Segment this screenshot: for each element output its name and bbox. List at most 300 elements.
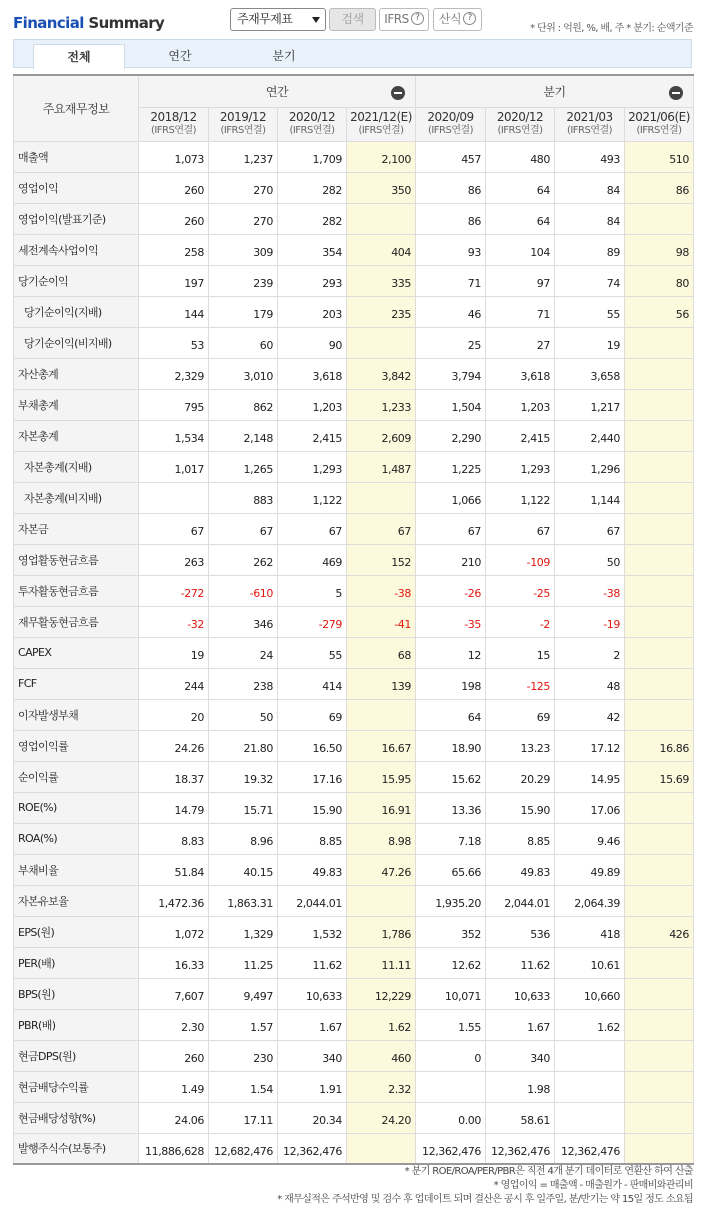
table-row [14,420,694,451]
table-cell: 10,071 [416,978,486,1009]
table-cell: 2,290 [416,420,486,451]
table-cell: 1,786 [347,916,416,947]
table-cell: 335 [347,265,416,296]
table-cell: 12,362,476 [416,1133,486,1164]
table-cell: 230 [209,1040,278,1071]
table-row [14,544,694,575]
table-cell: 50 [555,544,625,575]
table-cell: 10.61 [555,947,625,978]
period-label: 2020/12 [496,110,544,124]
table-cell: 67 [486,513,555,544]
row-label: 당기순이익(지배) [14,296,139,327]
table-row [14,978,694,1009]
formula-help-button[interactable] [433,8,482,31]
table-cell: 2,064.39 [555,885,625,916]
row-label: 세전계속사업이익 [14,234,139,265]
period-basis: (IFRS연결) [566,125,613,136]
table-cell: 2,440 [555,420,625,451]
annual-group-header [139,75,416,107]
table-cell: 346 [209,606,278,637]
table-cell: 64 [486,203,555,234]
table-cell: 536 [486,916,555,947]
table-cell: 262 [209,544,278,575]
table-cell: 19 [139,637,209,668]
table-cell: 1,293 [278,451,347,482]
search-button[interactable]: 검색 [329,8,376,31]
table-row [14,1133,694,1164]
table-cell: 12,362,476 [555,1133,625,1164]
table-cell: 21.80 [209,730,278,761]
table-cell: 17.11 [209,1102,278,1133]
period-header [555,107,625,141]
table-cell [625,1102,694,1133]
table-cell: 104 [486,234,555,265]
table-cell [347,1133,416,1164]
row-label: ROA(%) [14,823,139,854]
table-cell [625,358,694,389]
row-label: FCF [14,668,139,699]
row-label: PBR(배) [14,1009,139,1040]
period-header [486,107,555,141]
table-row [14,1009,694,1040]
table-cell: 16.50 [278,730,347,761]
table-row [14,916,694,947]
table-row [14,637,694,668]
table-row [14,575,694,606]
brand-summary: Summary [88,14,165,32]
table-row [14,141,694,172]
table-cell [625,792,694,823]
tab-all[interactable]: 전체 [33,44,125,69]
table-cell [625,389,694,420]
row-label: 당기순이익(비지배) [14,327,139,358]
table-cell: 469 [278,544,347,575]
table-cell: 0.00 [416,1102,486,1133]
brand-financial: Financial [13,14,84,32]
row-label: 재무활동현금흐름 [14,606,139,637]
table-cell: 457 [416,141,486,172]
table-cell: 1,203 [486,389,555,420]
table-cell: 340 [278,1040,347,1071]
table-cell: 18.37 [139,761,209,792]
table-cell [555,1102,625,1133]
table-row [14,761,694,792]
table-cell: 12,362,476 [486,1133,555,1164]
table-row [14,699,694,730]
table-cell: 24.06 [139,1102,209,1133]
table-row [14,172,694,203]
period-label: 2020/09 [427,110,474,124]
table-cell: 197 [139,265,209,296]
table-row [14,668,694,699]
table-cell: 238 [209,668,278,699]
table-cell: 795 [139,389,209,420]
table-cell [625,1071,694,1102]
table-cell: 1,203 [278,389,347,420]
unit-note: * 단위 : 억원, %, 배, 주 * 분기: 순액기준 [530,23,693,34]
table-cell: 93 [416,234,486,265]
table-cell: 11.25 [209,947,278,978]
row-label: ROE(%) [14,792,139,823]
table-cell [625,1133,694,1164]
table-cell: 86 [416,203,486,234]
table-cell: 1.55 [416,1009,486,1040]
table-cell: 1,329 [209,916,278,947]
table-cell: 17.16 [278,761,347,792]
table-cell: 9,497 [209,978,278,1009]
period-basis: (IFRS연결) [358,125,404,136]
table-cell: 2,609 [347,420,416,451]
table-cell: 293 [278,265,347,296]
table-cell: 1,293 [486,451,555,482]
table-cell: 139 [347,668,416,699]
table-cell [625,482,694,513]
table-cell: 282 [278,172,347,203]
table-cell: 67 [555,513,625,544]
table-cell: 260 [139,172,209,203]
table-cell: 11.11 [347,947,416,978]
table-cell: 98 [625,234,694,265]
table-cell [625,544,694,575]
table-cell: 71 [416,265,486,296]
row-label: 당기순이익 [14,265,139,296]
row-label: PER(배) [14,947,139,978]
table-row [14,854,694,885]
row-label: 영업이익 [14,172,139,203]
table-cell: 60 [209,327,278,358]
period-tabs [13,39,692,68]
table-cell: -19 [555,606,625,637]
table-cell: 244 [139,668,209,699]
table-cell: 12,229 [347,978,416,1009]
table-cell: 270 [209,172,278,203]
table-cell [347,699,416,730]
table-cell: -109 [486,544,555,575]
table-cell: 97 [486,265,555,296]
table-row [14,1102,694,1133]
table-cell: 24.26 [139,730,209,761]
table-cell: 862 [209,389,278,420]
table-cell: 3,010 [209,358,278,389]
row-label: 현금DPS(원) [14,1040,139,1071]
period-basis: (IFRS연결) [220,125,266,136]
table-row [14,513,694,544]
row-label: 자본금 [14,513,139,544]
table-cell: -125 [486,668,555,699]
table-cell: 0 [416,1040,486,1071]
table-cell: 340 [486,1040,555,1071]
table-cell: -272 [139,575,209,606]
table-cell: 270 [209,203,278,234]
table-cell: 68 [347,637,416,668]
table-cell: 1.54 [209,1071,278,1102]
table-cell: 71 [486,296,555,327]
table-cell: 8.96 [209,823,278,854]
table-cell: 12,362,476 [278,1133,347,1164]
table-row [14,451,694,482]
question-icon: ? [411,12,424,25]
table-cell: 2.32 [347,1071,416,1102]
table-cell: 15.90 [278,792,347,823]
table-cell: 64 [486,172,555,203]
statement-select[interactable] [230,8,326,31]
table-cell: 1,534 [139,420,209,451]
table-cell: 67 [139,513,209,544]
table-cell: 51.84 [139,854,209,885]
table-row [14,1071,694,1102]
table-cell: 15.71 [209,792,278,823]
table-row [14,234,694,265]
table-cell [625,451,694,482]
table-cell: 239 [209,265,278,296]
table-row [14,358,694,389]
table-cell: 14.79 [139,792,209,823]
table-cell: 42 [555,699,625,730]
table-cell: 11.62 [278,947,347,978]
table-cell: 20 [139,699,209,730]
table-cell: 49.83 [486,854,555,885]
table-cell: 11,886,628 [139,1133,209,1164]
table-cell: 418 [555,916,625,947]
table-cell [555,1071,625,1102]
table-cell: 510 [625,141,694,172]
table-cell: 1,217 [555,389,625,420]
table-cell: 1.57 [209,1009,278,1040]
table-cell: 27 [486,327,555,358]
table-cell: 1,472.36 [139,885,209,916]
table-cell: 16.91 [347,792,416,823]
table-cell: 2,100 [347,141,416,172]
table-cell: 3,794 [416,358,486,389]
table-cell: 1.62 [347,1009,416,1040]
table-cell: 8.98 [347,823,416,854]
table-cell [416,1071,486,1102]
table-cell: 19.32 [209,761,278,792]
table-cell [555,1040,625,1071]
table-cell: 1,017 [139,451,209,482]
table-row [14,265,694,296]
table-cell: 198 [416,668,486,699]
table-cell: 86 [625,172,694,203]
quarter-group-label: 분기 [543,84,566,99]
table-cell: 1,122 [486,482,555,513]
table-cell [625,327,694,358]
table-cell: 2,415 [278,420,347,451]
table-cell: 426 [625,916,694,947]
table-cell: 69 [486,699,555,730]
table-cell: 67 [347,513,416,544]
table-cell: 309 [209,234,278,265]
table-cell: 1,709 [278,141,347,172]
row-label: 이자발생부채 [14,699,139,730]
table-row [14,389,694,420]
table-cell: -2 [486,606,555,637]
table-cell: 15.90 [486,792,555,823]
collapse-quarter-icon[interactable] [669,86,683,100]
table-cell: 8.85 [278,823,347,854]
table-cell: 1.67 [486,1009,555,1040]
table-cell: 67 [278,513,347,544]
table-cell: 13.36 [416,792,486,823]
period-header [278,107,347,141]
period-label: 2021/12(E) [350,110,412,124]
table-cell: 1.67 [278,1009,347,1040]
table-cell: 8.83 [139,823,209,854]
row-label: 자본총계 [14,420,139,451]
table-cell: 3,658 [555,358,625,389]
table-cell: 263 [139,544,209,575]
table-cell: 25 [416,327,486,358]
table-cell: 2,415 [486,420,555,451]
table-cell: 13.23 [486,730,555,761]
table-cell: 49.89 [555,854,625,885]
table-cell: -41 [347,606,416,637]
table-cell: 49.83 [278,854,347,885]
table-cell: 50 [209,699,278,730]
tab-quarterly[interactable]: 분기 [272,49,296,63]
table-cell [625,854,694,885]
table-cell [625,823,694,854]
table-cell: 1,532 [278,916,347,947]
row-label: 영업활동현금흐름 [14,544,139,575]
period-basis: (IFRS연결) [150,125,197,136]
table-cell: 235 [347,296,416,327]
table-row [14,296,694,327]
table-cell: 460 [347,1040,416,1071]
table-cell: 1.49 [139,1071,209,1102]
table-cell: 16.67 [347,730,416,761]
table-cell: 1,504 [416,389,486,420]
financial-summary-table [13,74,694,1165]
footnote: * 분기 ROE/ROA/PER/PBR은 직전 4개 분기 데이터로 연환산 하여 산출 [404,1166,693,1177]
table-cell: 84 [555,172,625,203]
table-cell: 7.18 [416,823,486,854]
table-cell: 1,233 [347,389,416,420]
table-cell: 47.26 [347,854,416,885]
period-basis: (IFRS연결) [289,125,335,136]
table-cell: 258 [139,234,209,265]
table-cell: 12.62 [416,947,486,978]
table-cell [625,575,694,606]
table-cell: 58.61 [486,1102,555,1133]
table-cell: 7,607 [139,978,209,1009]
table-cell [625,885,694,916]
table-row [14,823,694,854]
table-cell: -25 [486,575,555,606]
table-cell: 260 [139,203,209,234]
table-cell: 5 [278,575,347,606]
table-cell: 352 [416,916,486,947]
table-cell: 19 [555,327,625,358]
table-cell: 65.66 [416,854,486,885]
tab-annual[interactable]: 연간 [168,49,192,63]
table-cell: 10,660 [555,978,625,1009]
table-cell: 2,148 [209,420,278,451]
table-cell: 16.86 [625,730,694,761]
row-label: BPS(원) [14,978,139,1009]
table-cell: 55 [555,296,625,327]
table-cell: 1,122 [278,482,347,513]
quarter-group-header [416,75,694,107]
period-header [209,107,278,141]
row-label: 투자활동현금흐름 [14,575,139,606]
table-cell: 17.12 [555,730,625,761]
row-label: 영업이익률 [14,730,139,761]
table-cell [625,699,694,730]
table-cell: 1,073 [139,141,209,172]
table-cell: 1,237 [209,141,278,172]
row-label: 현금배당성향(%) [14,1102,139,1133]
row-label: 자본유보율 [14,885,139,916]
row-label: 매출액 [14,141,139,172]
table-cell: 144 [139,296,209,327]
table-cell [625,420,694,451]
table-cell: 55 [278,637,347,668]
table-cell: 86 [416,172,486,203]
formula-label: 산식 [438,12,462,26]
table-row [14,482,694,513]
table-cell: 1,296 [555,451,625,482]
table-cell: 2,044.01 [278,885,347,916]
page-title [13,14,164,32]
table-cell: 24.20 [347,1102,416,1133]
table-cell: 20.34 [278,1102,347,1133]
ifrs-help-button[interactable] [379,8,429,31]
table-cell: 14.95 [555,761,625,792]
table-cell: 15.95 [347,761,416,792]
table-cell [347,203,416,234]
table-cell: 53 [139,327,209,358]
period-label: 2021/06(E) [628,110,690,124]
table-cell: 74 [555,265,625,296]
table-cell: 1,225 [416,451,486,482]
footnotes [277,1165,693,1207]
table-row [14,947,694,978]
table-cell: 1,487 [347,451,416,482]
table-cell [347,482,416,513]
collapse-annual-icon[interactable] [391,86,405,100]
table-cell: 203 [278,296,347,327]
row-label: 현금배당수익률 [14,1071,139,1102]
row-label: 자산총계 [14,358,139,389]
ifrs-label: IFRS [384,12,409,26]
table-cell: 414 [278,668,347,699]
table-cell: 2 [555,637,625,668]
row-label: 부채총계 [14,389,139,420]
table-cell: 210 [416,544,486,575]
annual-group-label: 연간 [265,84,289,99]
table-cell: 8.85 [486,823,555,854]
table-cell: 18.90 [416,730,486,761]
table-cell [347,327,416,358]
table-cell: 2,329 [139,358,209,389]
table-row [14,203,694,234]
question-icon: ? [463,12,476,25]
row-label: 순이익률 [14,761,139,792]
period-basis: (IFRS연결) [427,125,474,136]
table-cell: 1,265 [209,451,278,482]
table-cell: 2.30 [139,1009,209,1040]
table-cell: 15.62 [416,761,486,792]
table-cell: 1,144 [555,482,625,513]
period-label: 2021/03 [566,110,613,124]
table-cell [625,513,694,544]
row-label: EPS(원) [14,916,139,947]
table-cell: 24 [209,637,278,668]
table-cell: -610 [209,575,278,606]
table-cell: 10,633 [486,978,555,1009]
table-cell: -32 [139,606,209,637]
